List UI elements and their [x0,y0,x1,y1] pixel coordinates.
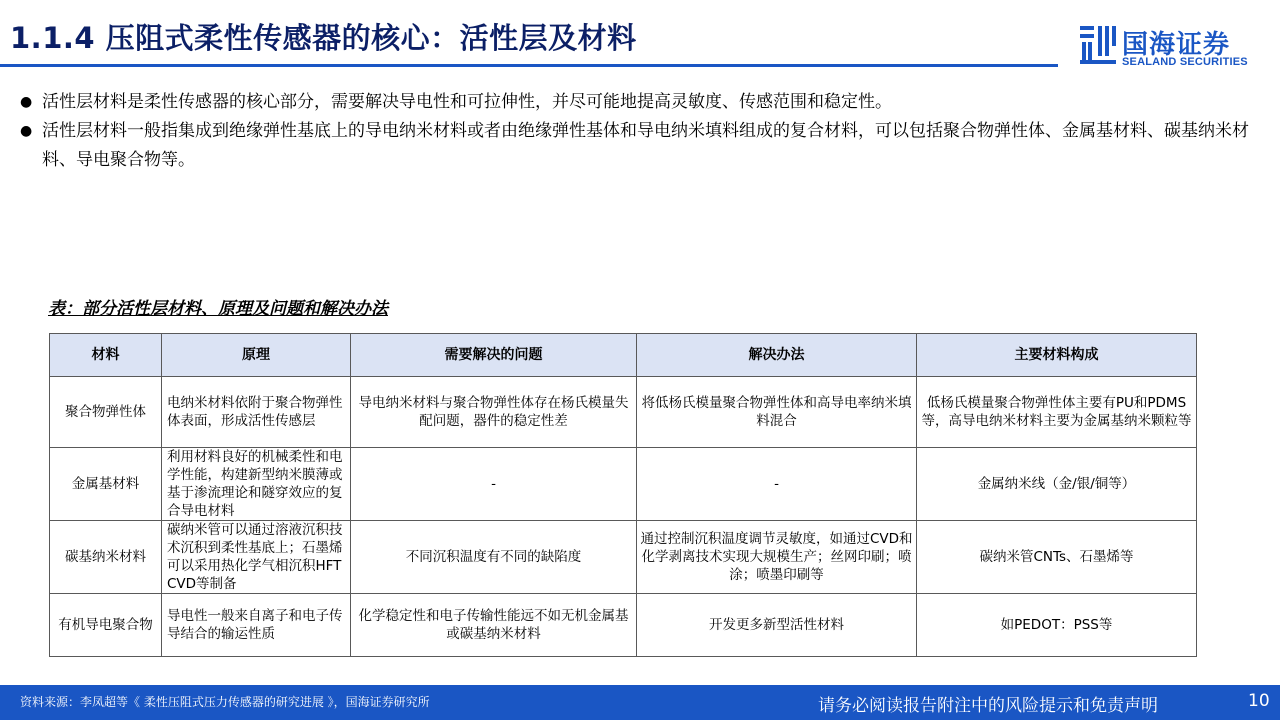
cell-composition: 金属纳米线（金/银/铜等） [917,448,1197,521]
table-row [50,448,1197,521]
bullet-item [18,88,1258,117]
cell-material: 聚合物弹性体 [50,377,162,448]
cell-solution: 通过控制沉积温度调节灵敏度，如通过CVD和化学剥离技术实现大规模生产；丝网印刷；喷涂；喷墨印刷等 [637,521,917,594]
bullet-dot-icon: ● [20,123,33,139]
table-caption: 表：部分活性层材料、原理及问题和解决办法 [48,299,388,319]
logo-text-cn: 国海证券 [1122,30,1231,60]
table-row [50,594,1197,657]
company-logo [1078,22,1268,72]
header-solution: 解决办法 [637,334,917,377]
cell-principle: 碳纳米管可以通过溶液沉积技术沉积到柔性基底上；石墨烯可以采用热化学气相沉积HFT CVD等制备 [162,521,351,594]
cell-principle: 利用材料良好的机械柔性和电学性能，构建新型纳米膜薄或基于渗流理论和隧穿效应的复合导电材料 [162,448,351,521]
sealand-logo-icon [1078,24,1118,66]
disclaimer-text: 请务必阅读报告附注中的风险提示和免责声明 [818,696,1158,716]
cell-material: 碳基纳米材料 [50,521,162,594]
header-material: 材料 [50,334,162,377]
cell-composition: 如PEDOT：PSS等 [917,594,1197,657]
cell-material: 金属基材料 [50,448,162,521]
cell-problem: 导电纳米材料与聚合物弹性体存在杨氏模量失配问题，器件的稳定性差 [351,377,637,448]
cell-problem: 化学稳定性和电子传输性能远不如无机金属基或碳基纳米材料 [351,594,637,657]
page-number: 10 [1248,691,1270,711]
table-row [50,377,1197,448]
table-row [50,521,1197,594]
cell-solution: 开发更多新型活性材料 [637,594,917,657]
footer-bar [0,685,1280,720]
cell-solution: - [637,448,917,521]
bullet-dot-icon: ● [20,94,33,110]
cell-principle: 导电性一般来自离子和电子传导结合的输运性质 [162,594,351,657]
cell-principle: 电纳米材料依附于聚合物弹性体表面，形成活性传感层 [162,377,351,448]
cell-composition: 碳纳米管CNTs、石墨烯等 [917,521,1197,594]
table-header-row [50,334,1197,377]
header-composition: 主要材料构成 [917,334,1197,377]
cell-problem: 不同沉积温度有不同的缺陷度 [351,521,637,594]
header-principle: 原理 [162,334,351,377]
bullet-text: 活性层材料是柔性传感器的核心部分，需要解决导电性和可拉伸性，并尽可能地提高灵敏度、传感范围和稳定性。 [42,92,892,112]
materials-table [49,333,1197,657]
cell-composition: 低杨氏模量聚合物弹性体主要有PU和PDMS等，高导电纳米材料主要为金属基纳米颗粒等 [917,377,1197,448]
bullet-list [18,88,1258,175]
logo-text-en: SEALAND SECURITIES [1122,56,1248,68]
title-divider [0,64,1058,67]
bullet-item [18,117,1258,175]
cell-material: 有机导电聚合物 [50,594,162,657]
header-problem: 需要解决的问题 [351,334,637,377]
page-title: 1.1.4 压阻式柔性传感器的核心：活性层及材料 [10,21,637,55]
cell-problem: - [351,448,637,521]
source-note: 资料来源：李凤超等《 柔性压阻式压力传感器的研究进展 》，国海证券研究所 [20,695,430,709]
cell-solution: 将低杨氏模量聚合物弹性体和高导电率纳米填料混合 [637,377,917,448]
bullet-text: 活性层材料一般指集成到绝缘弹性基底上的导电纳米材料或者由绝缘弹性基体和导电纳米填料组成的复合材料，可以包括聚合物弹性体、金属基材料、碳基纳米材料、导电聚合物等。 [42,121,1249,170]
